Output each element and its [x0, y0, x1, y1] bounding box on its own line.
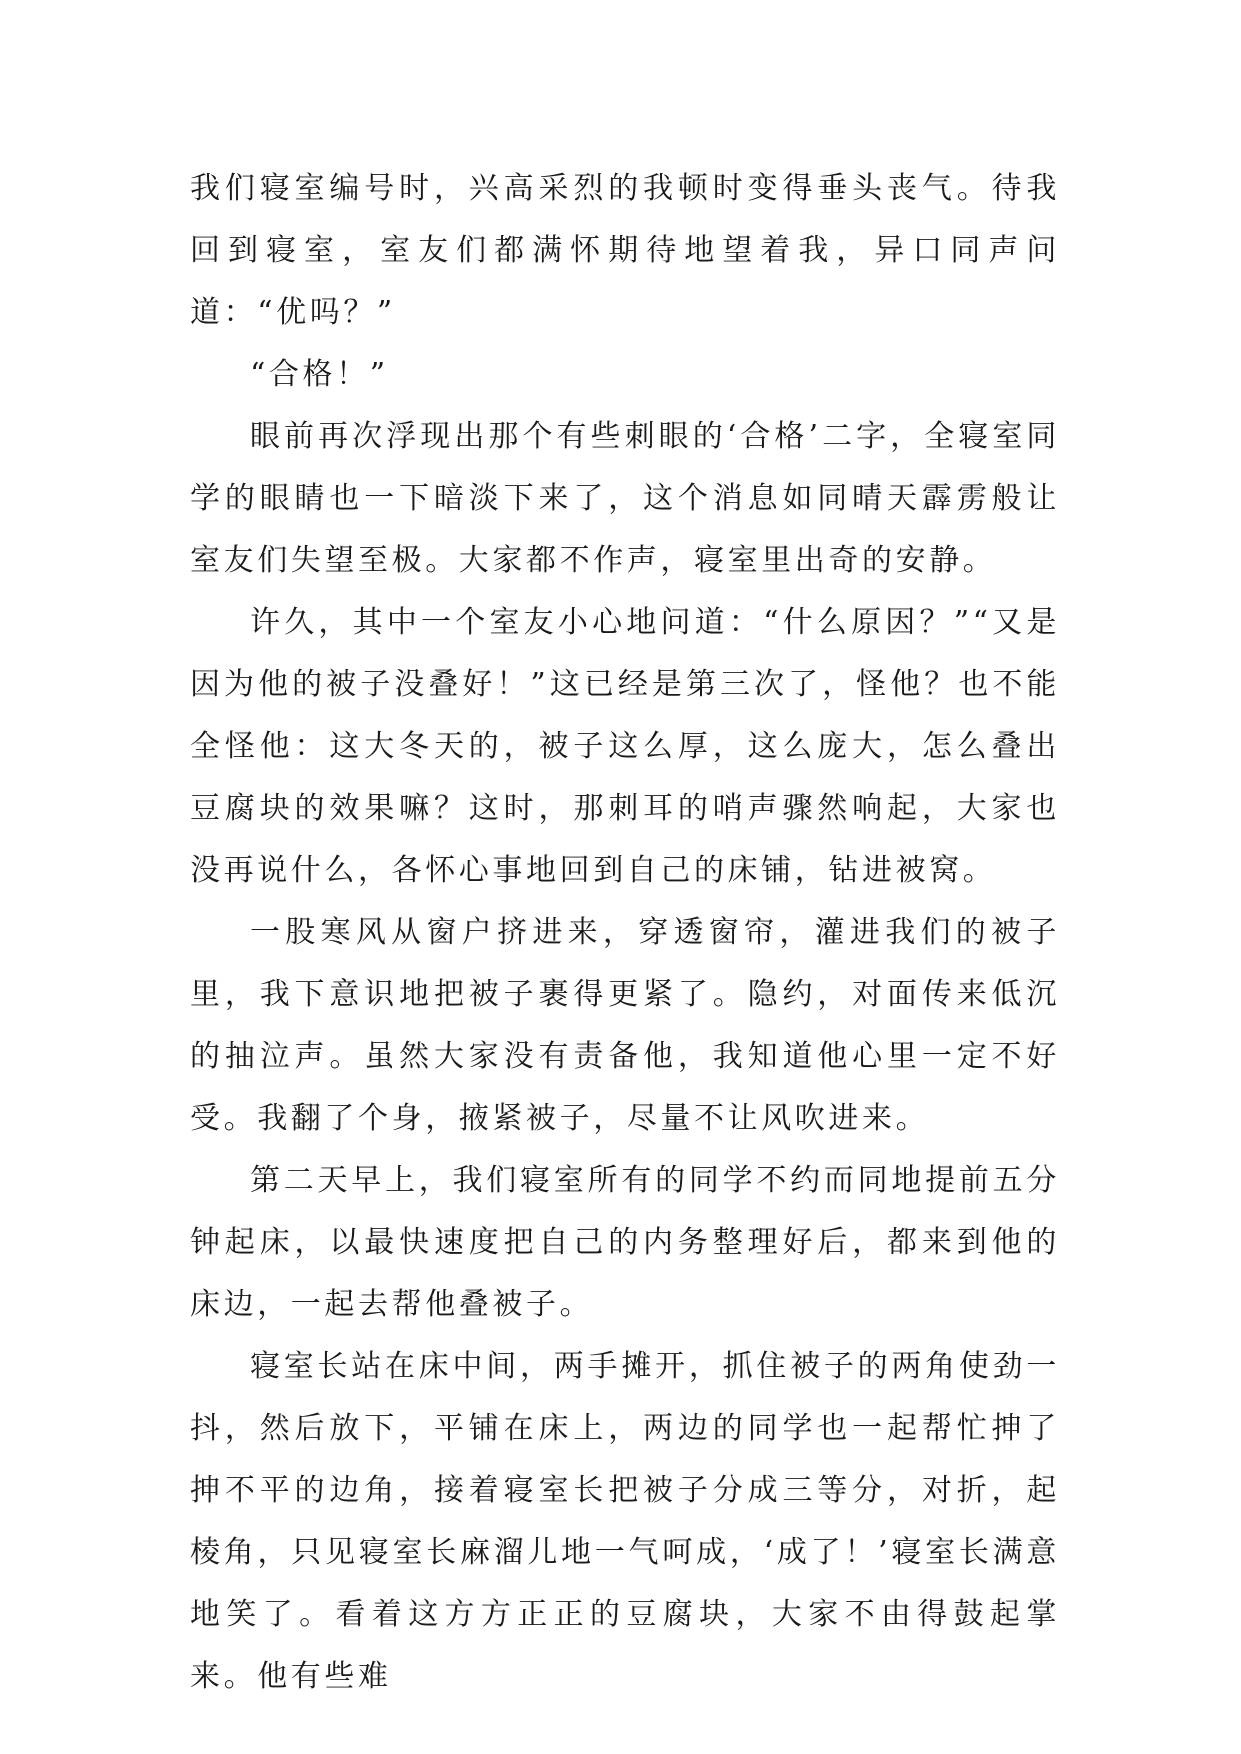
paragraph-2: “合格！” — [250, 357, 389, 392]
document-body — [190, 158, 1060, 1708]
paragraph-4: 许久，其中一个室友小心地问道：“什么原因？”“又是因为他的被子没叠好！”这已经是第三次了，怪他？也不能全怪他：这大冬天的，被子这么厚，这么庞大，怎么叠出豆腐块的效果嘛？这时，那刺耳的哨声骤然响起，大家也没再说什么，各怀心事地回到自己的床铺，钻进被窝。 — [190, 605, 1060, 888]
paragraph-5: 一股寒风从窗户挤进来，穿透窗帘，灌进我们的被子里，我下意识地把被子裹得更紧了。隐约，对面传来低沉的抽泣声。虽然大家没有责备他，我知道他心里一定不好受。我翻了个身，掖紧被子，尽量不让风吹进来。 — [190, 915, 1060, 1136]
paragraph-1: 我们寝室编号时，兴高采烈的我顿时变得垂头丧气。待我回到寝室，室友们都满怀期待地望着我，异口同声问道：“优吗？” — [190, 171, 1060, 330]
paragraph-7: 寝室长站在床中间，两手摊开，抓住被子的两角使劲一抖，然后放下，平铺在床上，两边的同学也一起帮忙抻了抻不平的边角，接着寝室长把被子分成三等分，对折，起棱角，只见寝室长麻溜儿地一气呵成，‘成了！’寝室长满意地笑了。看着这方方正正的豆腐块，大家不由得鼓起掌来。他有些难 — [190, 1349, 1060, 1694]
paragraph-3: 眼前再次浮现出那个有些刺眼的‘合格’二字，全寝室同学的眼睛也一下暗淡下来了，这个消息如同晴天霹雳般让室友们失望至极。大家都不作声，寝室里出奇的安静。 — [190, 419, 1060, 578]
paragraph-6: 第二天早上，我们寝室所有的同学不约而同地提前五分钟起床，以最快速度把自己的内务整理好后，都来到他的床边，一起去帮他叠被子。 — [190, 1163, 1060, 1322]
